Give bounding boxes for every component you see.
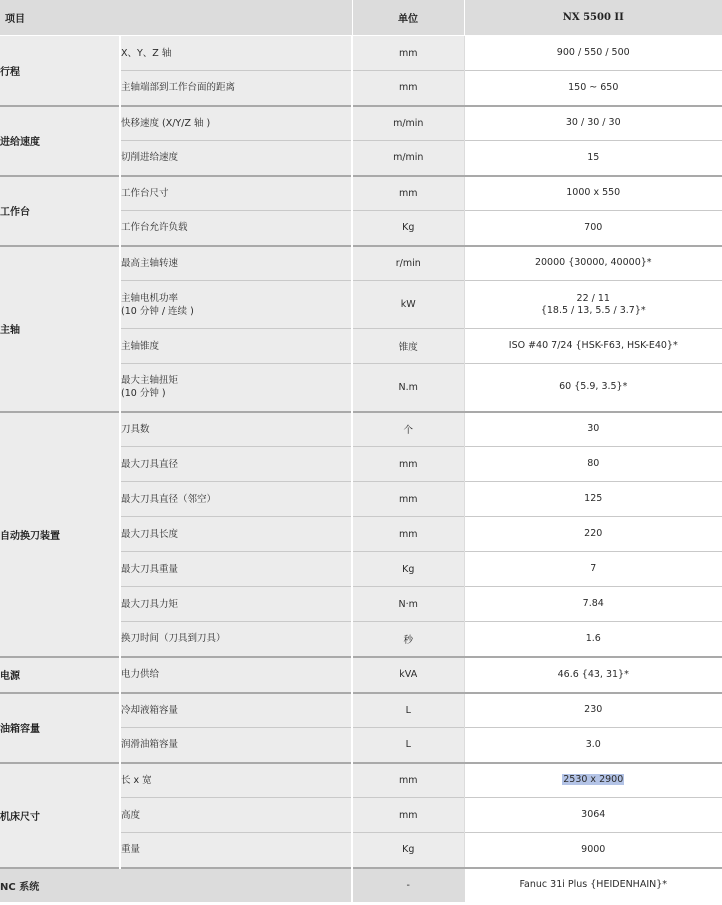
param-label: 主轴端部到工作台面的距离 — [120, 71, 352, 106]
param-label: 冷却液箱容量 — [120, 693, 352, 728]
param-label: 工作台尺寸 — [120, 176, 352, 211]
param-label: 刀具数 — [120, 412, 352, 447]
unit-cell: 秒 — [352, 622, 464, 657]
value-cell: 46.6 {43, 31}* — [464, 657, 722, 693]
value-cell: 125 — [464, 482, 722, 517]
param-label: 长 x 宽 — [120, 763, 352, 798]
value-cell: 60 {5.9, 3.5}* — [464, 364, 722, 412]
value-cell: 1.6 — [464, 622, 722, 657]
param-label-line1: 主轴电机功率 — [121, 292, 179, 304]
value-cell: 9000 — [464, 833, 722, 868]
category-feed: 进给速度 — [0, 106, 120, 176]
unit-cell: mm — [352, 517, 464, 552]
category-nc: NC 系统 — [0, 868, 352, 902]
unit-cell: Kg — [352, 552, 464, 587]
value-cell: 150 ~ 650 — [464, 71, 722, 106]
value-cell: 220 — [464, 517, 722, 552]
param-label: 最大刀具重量 — [120, 552, 352, 587]
category-size: 机床尺寸 — [0, 763, 120, 868]
unit-cell: - — [352, 868, 464, 902]
category-travel: 行程 — [0, 36, 120, 106]
param-label — [120, 364, 352, 412]
unit-cell: N.m — [352, 364, 464, 412]
value-cell: 230 — [464, 693, 722, 728]
value-cell: 7.84 — [464, 587, 722, 622]
value-cell: 30 / 30 / 30 — [464, 106, 722, 141]
table-row — [0, 106, 722, 141]
param-label: 润滑油箱容量 — [120, 728, 352, 763]
unit-cell: r/min — [352, 246, 464, 281]
header-unit: 单位 — [352, 0, 464, 36]
value-cell — [464, 281, 722, 329]
param-label-line2: (10 分钟 / 连续 ) — [121, 305, 194, 317]
selected-text[interactable]: 2530 x 2900 — [563, 774, 624, 786]
table-row — [0, 412, 722, 447]
unit-cell: mm — [352, 36, 464, 71]
param-label-line2: (10 分钟 ) — [121, 388, 166, 400]
header-item: 项目 — [0, 0, 352, 36]
unit-cell: m/min — [352, 106, 464, 141]
param-label: 主轴锥度 — [120, 329, 352, 364]
value-cell: 3.0 — [464, 728, 722, 763]
param-label: 快移速度 (X/Y/Z 轴 ) — [120, 106, 352, 141]
param-label: 最大刀具长度 — [120, 517, 352, 552]
category-table: 工作台 — [0, 176, 120, 246]
unit-cell: mm — [352, 176, 464, 211]
param-label: 重量 — [120, 833, 352, 868]
value-cell: 900 / 550 / 500 — [464, 36, 722, 71]
unit-cell: mm — [352, 763, 464, 798]
table-row — [0, 868, 722, 902]
value-cell: 700 — [464, 211, 722, 246]
value-cell: 20000 {30000, 40000}* — [464, 246, 722, 281]
unit-cell: Kg — [352, 833, 464, 868]
unit-cell: N·m — [352, 587, 464, 622]
value-cell: Fanuc 31i Plus {HEIDENHAIN}* — [464, 868, 722, 902]
value-line1: 22 / 11 — [576, 292, 610, 304]
unit-cell: kW — [352, 281, 464, 329]
unit-cell: L — [352, 693, 464, 728]
value-cell: 30 — [464, 412, 722, 447]
value-cell — [464, 763, 722, 798]
unit-cell: 锥度 — [352, 329, 464, 364]
param-label: 切削进给速度 — [120, 141, 352, 176]
param-label: 最大刀具力矩 — [120, 587, 352, 622]
table-row — [0, 763, 722, 798]
table-row — [0, 176, 722, 211]
param-label-line1: 最大主轴扭矩 — [121, 375, 179, 387]
value-cell: 7 — [464, 552, 722, 587]
unit-cell: kVA — [352, 657, 464, 693]
param-label: 最大刀具直径 — [120, 447, 352, 482]
unit-cell: m/min — [352, 141, 464, 176]
value-cell: 1000 x 550 — [464, 176, 722, 211]
table-row — [0, 246, 722, 281]
category-atc: 自动换刀装置 — [0, 412, 120, 657]
value-cell: 15 — [464, 141, 722, 176]
unit-cell: mm — [352, 447, 464, 482]
table-row — [0, 657, 722, 693]
unit-cell: Kg — [352, 211, 464, 246]
table-header-row — [0, 0, 722, 36]
category-tank: 油箱容量 — [0, 693, 120, 763]
value-cell: 80 — [464, 447, 722, 482]
param-label: X、Y、Z 轴 — [120, 36, 352, 71]
category-spindle: 主轴 — [0, 246, 120, 412]
param-label: 电力供给 — [120, 657, 352, 693]
unit-cell: mm — [352, 71, 464, 106]
param-label: 工作台允许负载 — [120, 211, 352, 246]
param-label: 最大刀具直径（邻空） — [120, 482, 352, 517]
value-line2: {18.5 / 13, 5.5 / 3.7}* — [540, 304, 646, 316]
param-label: 高度 — [120, 798, 352, 833]
unit-cell: L — [352, 728, 464, 763]
header-model: NX 5500 II — [464, 0, 722, 36]
unit-cell: mm — [352, 482, 464, 517]
unit-cell: 个 — [352, 412, 464, 447]
value-cell: 3064 — [464, 798, 722, 833]
value-cell: ISO #40 7/24 {HSK-F63, HSK-E40}* — [464, 329, 722, 364]
table-row — [0, 36, 722, 71]
param-label: 最高主轴转速 — [120, 246, 352, 281]
param-label — [120, 281, 352, 329]
category-power: 电源 — [0, 657, 120, 693]
table-row — [0, 693, 722, 728]
unit-cell: mm — [352, 798, 464, 833]
param-label: 换刀时间（刀具到刀具） — [120, 622, 352, 657]
